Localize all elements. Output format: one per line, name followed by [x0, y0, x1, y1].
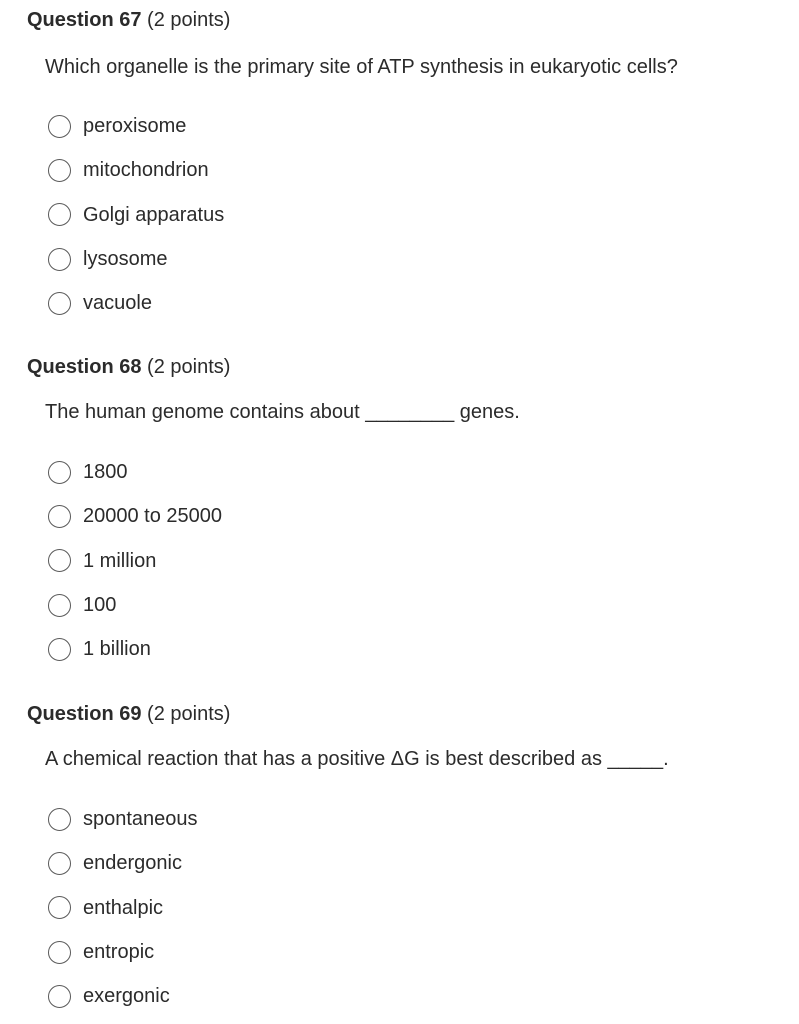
answer-option[interactable] — [48, 627, 222, 671]
question-points: (2 points) — [147, 703, 231, 725]
radio-button[interactable] — [48, 985, 71, 1008]
answer-option[interactable] — [48, 104, 224, 148]
answer-option[interactable] — [48, 237, 224, 281]
question-header — [27, 702, 230, 726]
radio-button[interactable] — [48, 638, 71, 661]
question-header — [27, 8, 230, 32]
answer-option-label[interactable]: vacuole — [83, 292, 152, 315]
answer-option[interactable] — [48, 450, 222, 494]
question-header — [27, 355, 230, 379]
answer-option-label[interactable]: peroxisome — [83, 115, 187, 138]
radio-button[interactable] — [48, 896, 71, 919]
radio-button[interactable] — [48, 292, 71, 315]
question-title: Question 67 — [27, 9, 142, 31]
answer-option[interactable] — [48, 886, 198, 930]
radio-button[interactable] — [48, 808, 71, 831]
answer-option-label[interactable]: 1800 — [83, 461, 128, 484]
answer-option-label[interactable]: mitochondrion — [83, 159, 209, 182]
answer-option[interactable] — [48, 193, 224, 237]
question-title: Question 69 — [27, 703, 142, 725]
question-prompt: The human genome contains about ________ genes. — [45, 401, 520, 423]
answer-options — [48, 104, 224, 325]
answer-option[interactable] — [48, 539, 222, 583]
radio-button[interactable] — [48, 115, 71, 138]
answer-option-label[interactable]: entropic — [83, 941, 155, 964]
answer-option[interactable] — [48, 930, 198, 974]
answer-option-label[interactable]: spontaneous — [83, 808, 198, 831]
question-points: (2 points) — [147, 356, 231, 378]
question-points: (2 points) — [147, 9, 231, 31]
question-prompt: A chemical reaction that has a positive ΔG is best described as _____. — [45, 748, 669, 770]
answer-option-label[interactable]: 20000 to 25000 — [83, 505, 223, 528]
answer-option[interactable] — [48, 148, 224, 192]
answer-option[interactable] — [48, 974, 198, 1018]
answer-option-label[interactable]: lysosome — [83, 248, 168, 271]
answer-option-label[interactable]: 1 million — [83, 549, 157, 572]
answer-option[interactable] — [48, 494, 222, 538]
radio-button[interactable] — [48, 852, 71, 875]
question-title: Question 68 — [27, 356, 142, 378]
answer-option[interactable] — [48, 797, 198, 841]
radio-button[interactable] — [48, 505, 71, 528]
answer-option-label[interactable]: Golgi apparatus — [83, 203, 225, 226]
answer-options — [48, 450, 222, 671]
answer-option[interactable] — [48, 281, 224, 325]
answer-option-label[interactable]: 100 — [83, 594, 117, 617]
answer-option-label[interactable]: endergonic — [83, 852, 182, 875]
radio-button[interactable] — [48, 549, 71, 572]
radio-button[interactable] — [48, 594, 71, 617]
answer-option-label[interactable]: enthalpic — [83, 896, 164, 919]
radio-button[interactable] — [48, 941, 71, 964]
answer-option[interactable] — [48, 841, 198, 885]
radio-button[interactable] — [48, 461, 71, 484]
answer-option-label[interactable]: exergonic — [83, 985, 170, 1008]
radio-button[interactable] — [48, 248, 71, 271]
answer-option[interactable] — [48, 583, 222, 627]
radio-button[interactable] — [48, 203, 71, 226]
radio-button[interactable] — [48, 159, 71, 182]
answer-option-label[interactable]: 1 billion — [83, 638, 151, 661]
question-prompt: Which organelle is the primary site of ATP synthesis in eukaryotic cells? — [45, 56, 678, 78]
answer-options — [48, 797, 198, 1018]
